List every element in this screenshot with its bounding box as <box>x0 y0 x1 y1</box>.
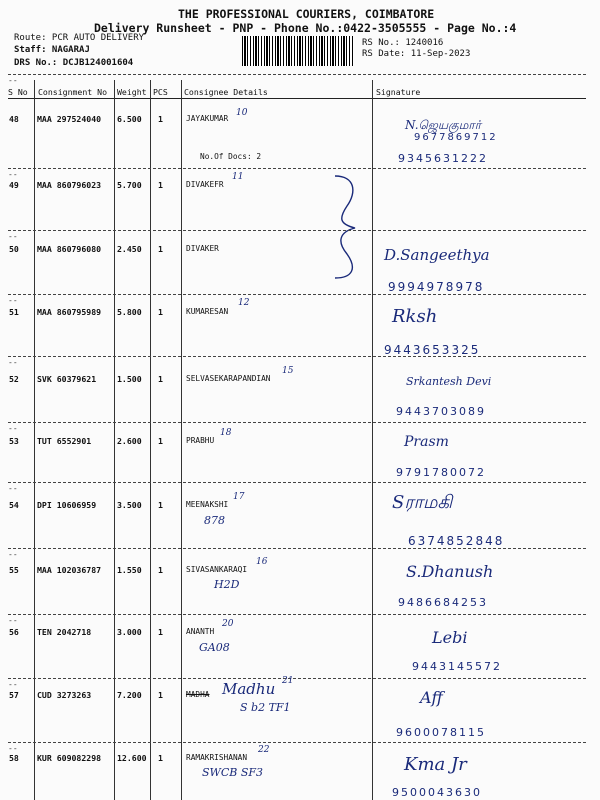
row-sno: 48 <box>9 114 19 124</box>
row-divider <box>8 168 586 169</box>
handwritten-note: S b2 TF1 <box>240 701 291 714</box>
signature: D.Sangeethya <box>384 246 490 264</box>
row-divider <box>8 356 586 357</box>
row-weight: 1.500 <box>117 374 142 384</box>
row-sno: 55 <box>9 565 19 575</box>
col-line <box>372 80 373 800</box>
signature: Rksh <box>392 306 438 327</box>
row-pcs: 1 <box>158 244 163 254</box>
row-weight: 2.600 <box>117 436 142 446</box>
row-consignee: KUMARESAN <box>186 307 229 316</box>
row-consignee: SELVASEKARAPANDIAN <box>186 374 271 383</box>
col-line <box>114 80 115 800</box>
col-line <box>150 80 151 800</box>
col-line <box>34 80 35 800</box>
row-sno: 53 <box>9 436 19 446</box>
col-consignment: Consignment No <box>38 87 108 97</box>
row-sno: 50 <box>9 244 19 254</box>
phone-number: 9443145572 <box>412 660 502 673</box>
row-divider <box>8 422 586 423</box>
row-consignee: ANANTH <box>186 627 215 636</box>
phone-number: 6374852848 <box>408 534 505 548</box>
row-consignment: DPI 10606959 <box>37 500 97 510</box>
barcode-image <box>242 36 354 66</box>
row-consignment: MAA 297524040 <box>37 114 102 124</box>
row-stub: -- <box>8 744 18 753</box>
signature: Lebi <box>432 628 468 647</box>
col-line <box>181 80 182 800</box>
row-stub: -- <box>8 424 18 433</box>
row-weight: 5.800 <box>117 307 142 317</box>
row-pcs: 1 <box>158 114 163 124</box>
row-weight: 1.550 <box>117 565 142 575</box>
row-consignee: PRABHU <box>186 436 215 445</box>
row-sno: 57 <box>9 690 19 700</box>
company-title: THE PROFESSIONAL COURIERS, COIMBATORE <box>178 7 435 21</box>
rs-date: RS Date: 11-Sep-2023 <box>362 49 471 59</box>
row-consignment: MAA 102036787 <box>37 565 102 575</box>
row-pcs: 1 <box>158 436 163 446</box>
row-stub: -- <box>8 296 18 305</box>
row-tag: 16 <box>256 557 268 567</box>
row-stub: -- <box>8 232 18 241</box>
row-consignee: DIVAKER <box>186 244 219 253</box>
row-pcs: 1 <box>158 690 163 700</box>
row-weight: 5.700 <box>117 180 142 190</box>
row-consignee: SIVASANKARAQI <box>186 565 248 574</box>
row-weight: 3.500 <box>117 500 142 510</box>
handwritten-note: 878 <box>204 514 225 527</box>
row-weight: 12.600 <box>117 753 147 763</box>
row-sno: 51 <box>9 307 19 317</box>
col-pcs: PCS <box>153 87 168 97</box>
row-divider <box>8 678 586 679</box>
row-stub: -- <box>8 170 18 179</box>
row-consignment: TEN 2042718 <box>37 627 92 637</box>
row-pcs: 1 <box>158 180 163 190</box>
row-tag: 12 <box>238 298 250 308</box>
row-pcs: 1 <box>158 565 163 575</box>
header-divider <box>8 74 586 75</box>
col-signature: Signature <box>376 87 421 97</box>
row-tag: 21 <box>282 676 294 686</box>
row-sno: 54 <box>9 500 19 510</box>
row-weight: 6.500 <box>117 114 142 124</box>
row-pcs: 1 <box>158 627 163 637</box>
row-pcs: 1 <box>158 374 163 384</box>
row-stub: -- <box>8 680 18 689</box>
row-sno: 56 <box>9 627 19 637</box>
row-sno: 49 <box>9 180 19 190</box>
col-sno: S No <box>8 87 28 97</box>
row-consignment: MAA 860796023 <box>37 180 102 190</box>
handwritten-note: SWCB SF3 <box>202 766 264 779</box>
row-pcs: 1 <box>158 500 163 510</box>
signature: Sராமகி <box>392 492 453 513</box>
signature: Prasm <box>404 434 449 450</box>
col-weight: Weight <box>117 87 147 97</box>
col-details: Consignee Details <box>184 87 268 97</box>
row-consignee: MEENAKSHI <box>186 500 229 509</box>
row-divider <box>8 742 586 743</box>
row-pcs: 1 <box>158 753 163 763</box>
row-tag: 11 <box>232 172 244 182</box>
row-divider <box>8 614 586 615</box>
phone-number: 9677869712 <box>414 132 498 143</box>
drs-number: DRS No.: DCJB124001604 <box>14 58 134 68</box>
row-stub: -- <box>8 358 18 367</box>
runsheet-title: Delivery Runsheet - PNP - Phone No.:0422-3505555 - Page No.:4 <box>94 21 517 35</box>
row-consignee: MADHA <box>186 690 210 699</box>
row-consignment: TUT 6552901 <box>37 436 92 446</box>
signature: N.ஜெயகுமார் <box>405 118 481 132</box>
phone-number: 9443703089 <box>396 405 486 418</box>
phone-number: 9500043630 <box>392 786 482 799</box>
phone-number: 9486684253 <box>398 596 488 609</box>
signature: Srkantesh Devi <box>406 375 492 388</box>
row-weight: 2.450 <box>117 244 142 254</box>
row-pcs: 1 <box>158 307 163 317</box>
staff-label: Staff: NAGARAJ <box>14 45 90 55</box>
row-consignment: KUR 609082298 <box>37 753 102 763</box>
phone-number-2: 9345631222 <box>398 152 488 165</box>
row-divider <box>8 230 586 231</box>
row-consignee: RAMAKRISHANAN <box>186 753 248 762</box>
row-tag: 22 <box>258 745 270 755</box>
row-stub: -- <box>8 550 18 559</box>
row-weight: 7.200 <box>117 690 142 700</box>
row-sno: 52 <box>9 374 19 384</box>
row-stub: -- <box>8 484 18 493</box>
phone-number: 9600078115 <box>396 726 486 739</box>
row-consignee: JAYAKUMAR <box>186 114 229 123</box>
row-tag: 15 <box>282 366 294 376</box>
signature: S.Dhanush <box>406 562 494 581</box>
handwritten-correction: Madhu <box>222 680 276 698</box>
row-tag: 10 <box>236 108 248 118</box>
row-divider <box>8 548 586 549</box>
header-underline <box>8 98 586 99</box>
row-divider <box>8 294 586 295</box>
row-stub: -- <box>8 616 18 625</box>
handwritten-note: GA08 <box>199 641 230 654</box>
row-docs: No.Of Docs: 2 <box>200 152 262 161</box>
route-label: Route: PCR AUTO DELIVERY <box>14 33 145 43</box>
row-consignee: DIVAKEFR <box>186 180 224 189</box>
row-consignment: MAA 860796080 <box>37 244 102 254</box>
rs-number: RS No.: 1240016 <box>362 38 444 48</box>
row-tag: 17 <box>233 492 245 502</box>
phone-number: 9443653325 <box>384 343 481 357</box>
row-consignment: MAA 860795989 <box>37 307 102 317</box>
row-weight: 3.000 <box>117 627 142 637</box>
signature: Aff <box>420 688 443 707</box>
row-consignment: CUD 3273263 <box>37 690 92 700</box>
row-consignment: SVK 60379621 <box>37 374 97 384</box>
row-divider <box>8 482 586 483</box>
signature: Kma Jr <box>404 754 467 775</box>
row-sno: 58 <box>9 753 19 763</box>
handwritten-note: H2D <box>214 578 240 591</box>
row-tag: 18 <box>220 428 232 438</box>
row-tag: 20 <box>222 619 234 629</box>
brace-mark <box>325 172 365 282</box>
row-stub: -- <box>8 76 18 85</box>
phone-number: 9791780072 <box>396 466 486 479</box>
phone-number: 9994978978 <box>388 280 485 294</box>
